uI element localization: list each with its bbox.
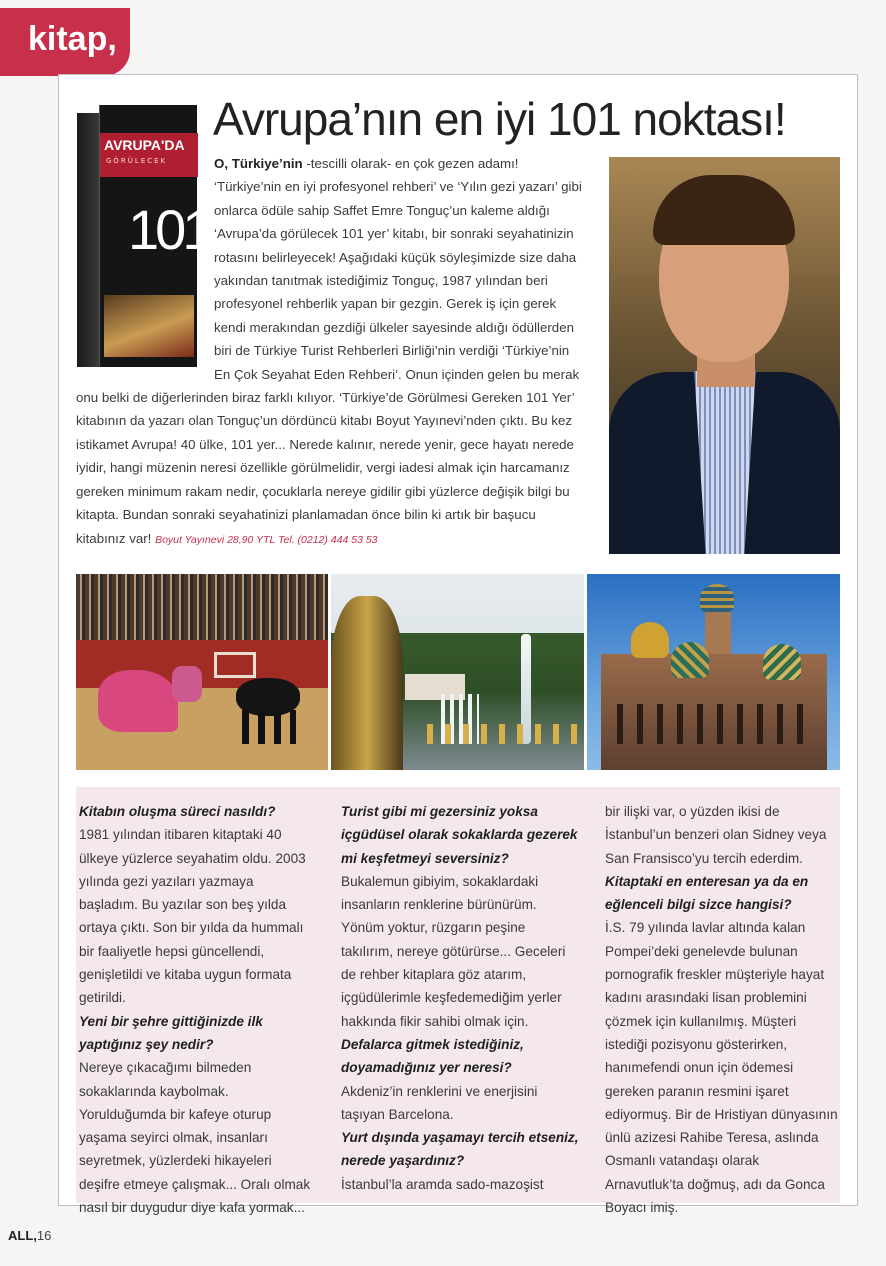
interview-column-1 xyxy=(79,800,313,1219)
interview-answer: İ.S. 79 yılında lavlar altında kalan Pompei’deki genelevde bulunan pornografik freskler müşteriyle hayat kadını arasındaki lisan problemini çözmek için kullanılmış. Müşteri istediği pozisyonu gösterirken, hanımefendi onun için ödemesi gereken paranın resmini işaret ediyormuş. Bir de Hristiyan dünyasının ünlü azizesi Rahibe Teresa, aslında Osmanlı vatandaşı olarak Arnavutluk’ta doğmuş, adı da Gonca Boyacı imiş. xyxy=(605,920,838,1216)
page-number: 16 xyxy=(36,1228,52,1243)
intro-lead: O, Türkiye’nin xyxy=(214,156,303,171)
church-dome-top xyxy=(700,584,734,612)
bull-legs xyxy=(242,710,296,744)
author-portrait-photo xyxy=(609,157,840,554)
portrait-hair xyxy=(653,175,795,245)
interview-answer: Bukalemun gibiyim, sokaklardaki insanların renklerine bürünürüm. Yönüm yoktur, rüzgarın peşine takılırım, nereye götürürse... Geceleri de rehber kitaplara göz atarım, içgüdülerimle keşfedemediğim yerler hakkında fikir sahibi olmak için. xyxy=(341,873,566,1029)
interview-question: Kitaptaki en enteresan ya da en eğlenceli bilgi sizce hangisi? xyxy=(605,873,809,913)
article-headline: Avrupa’nın en iyi 101 noktası! xyxy=(213,93,786,145)
book-subtitle: GÖRÜLECEK xyxy=(106,157,168,165)
interview-column-2 xyxy=(341,800,581,1196)
church-dome-onion-right xyxy=(763,644,801,680)
interview-question: Yeni bir şehre gittiğinizde ilk yaptığınız şey nedir? xyxy=(79,1013,263,1052)
intro-body: -tescilli olarak- en çok gezen adamı! ‘Türkiye’nin en iyi profesyonel rehberi’ ve ‘Yılın gezi yazarı’ gibi onlarca ödüle sahip Saffet Emre Tonguç’un kaleme aldığı ‘Avrupa’da görülecek 101 yer’ kitabı, bir sonraki seyahatinizin rotasını belirleyecek! Aşağıdaki küçük söyleşimizde size daha yakından tanıtmak istediğimiz Tonguç, 1987 yılından beri profesyonel rehberlik yapan bir gezgin. Gerek iş için gerek kendi merakından gezdiği ülkeler sayesinde aldığı ödüllerden biri de Türkiye Turist Rehberleri Birliği’nin verdiği ‘Türkiye’nin En Çok Seyahat Eden Rehberi’. Onun içinden gelen bu merak onu belki de diğerlerinden biraz farklı kılıyor. ‘Türkiye’de Görülmesi Gereken 101 Yer’ kitabının da yazarı olan Tonguç’un dördüncü kitabı Boyut Yayınevi’nden çıktı. Bu kez istikamet Avrupa! 40 ülke, 101 yer... Nerede kalınır, nerede yenir, gece hayatı nerede iyidir, hangi müzenin neresi özellikle görülmelidir, vergi iadesi almak için harcamanız gereken minimum rakam nedir, çocuklarla nereye gidilir gibi yüzlerce değişik bilgi bu kitapta. Bundan sonraki seyahatinizi planlamadan önce bilin ki artık bir başucu kitabınız var! xyxy=(76,156,582,546)
gilded-dome xyxy=(331,596,403,770)
interview-answer: Nereye çıkacağımı bilmeden sokaklarında kaybolmak. Yorulduğumda bir kafeye oturup yaşama seyirci olmak, insanları seyretmek, yüzlerdeki hikayeleri deşifre etmeye çalışmak... Oralı olmak nasıl bir duygudur diye kafa yormak... xyxy=(79,1060,311,1216)
church-photo xyxy=(587,574,840,770)
church-dome-gold xyxy=(631,622,669,658)
church-dome-onion xyxy=(671,642,709,678)
interview-question: Yurt dışında yaşamayı tercih etseniz, nerede yaşardınız? xyxy=(341,1130,579,1169)
section-tab xyxy=(0,8,130,76)
book-title: AVRUPA'DA xyxy=(104,137,185,153)
page-footer xyxy=(8,1228,51,1243)
interview-answer: İstanbul’la aramda sado-mazoşist xyxy=(341,1176,544,1192)
interview-answer: 1981 yılından itibaren kitaptaki 40 ülkeye yüzlerce seyahatim oldu. 2003 yılında gezi yazıları yazmaya başladım. Bu yazılar son beş yılda ortaya çıktı. Son bir yılda da hummalı bir faaliyetle hepsi güncellendi, genişletildi ve kitaba uygun formata getirildi. xyxy=(79,827,306,1006)
interview-question: Defalarca gitmek istediğiniz, doyamadığınız yer neresi? xyxy=(341,1036,524,1076)
book-number: 101 xyxy=(128,198,210,261)
book-credit: Boyut Yayınevi 28,90 YTL Tel. (0212) 444 53 53 xyxy=(155,533,378,546)
bullfight-crowd xyxy=(76,574,328,640)
bullfight-cape xyxy=(98,670,178,732)
magazine-brand: ALL, xyxy=(8,1228,37,1243)
section-label: kitap, xyxy=(28,20,117,58)
interview-question: Kitabın oluşma süreci nasıldı? xyxy=(79,804,276,819)
bullfight-photo xyxy=(76,574,328,770)
bullfight-cape-small xyxy=(172,666,202,702)
fountain-palace-photo xyxy=(331,574,584,770)
bullfight-sign xyxy=(214,652,256,678)
interview-answer: Akdeniz’in renklerini ve enerjisini taşıyan Barcelona. xyxy=(341,1083,538,1122)
book-wrap-spacer xyxy=(76,152,214,364)
interview-column-3 xyxy=(605,800,840,1219)
interview-answer: bir ilişki var, o yüzden ikisi de İstanbul’un benzeri olan Sidney veya San Fransisco’yu tercih ederdim. xyxy=(605,804,827,866)
golden-statues xyxy=(427,724,577,744)
church-windows xyxy=(617,704,817,744)
interview-question: Turist gibi mi gezersiniz yoksa içgüdüsel olarak sokaklarda gezerek mi keşfetmeyi seversiniz? xyxy=(341,804,578,866)
article-intro xyxy=(76,152,588,552)
